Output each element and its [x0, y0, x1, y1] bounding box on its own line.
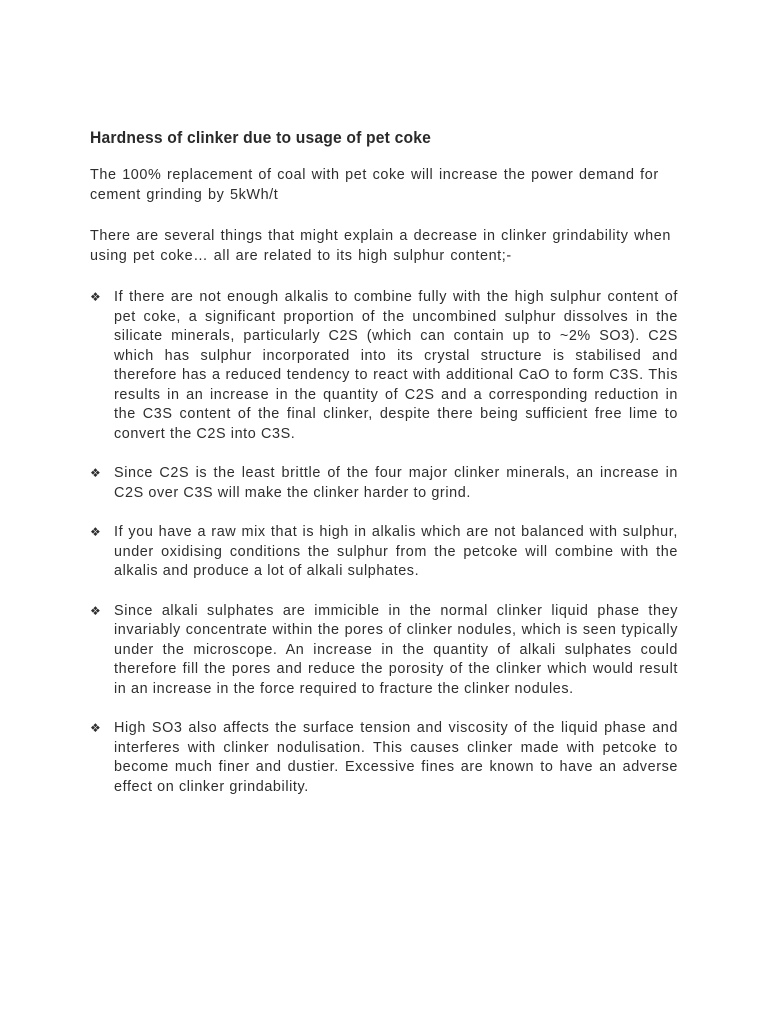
list-item-text: High SO3 also affects the surface tension and viscosity of the liquid phase and interferes with clinker nodulisation. This causes clinker made with petcoke to become much finer and dustier. Excessive fines are known to have an adverse effect on clinker grindability. — [114, 720, 678, 795]
document-body — [90, 128, 678, 817]
diamond-bullet-icon: ❖ — [90, 466, 102, 480]
diamond-bullet-icon: ❖ — [90, 525, 102, 539]
list-item-text: Since C2S is the least brittle of the four major clinker minerals, an increase in C2S over C3S will make the clinker harder to grind. — [114, 465, 678, 501]
diamond-bullet-icon: ❖ — [90, 290, 102, 304]
document-title: Hardness of clinker due to usage of pet coke — [90, 128, 431, 147]
list-item — [90, 602, 678, 700]
context-paragraph: There are several things that might explain a decrease in clinker grindability when using pet coke… all are related to its high sulphur content;- — [90, 228, 671, 264]
list-item — [90, 719, 678, 797]
bullet-list — [90, 288, 678, 797]
list-item — [90, 523, 678, 582]
list-item — [90, 464, 678, 503]
list-item-text: Since alkali sulphates are immicible in the normal clinker liquid phase they invariably concentrate within the pores of clinker nodules, which is seen typically under the microscope. An increase in the quantity of alkali sulphates could therefore fill the pores and reduce the porosity of the clinker which would result in an increase in the force required to fracture the clinker nodules. — [114, 602, 678, 697]
diamond-bullet-icon: ❖ — [90, 603, 102, 618]
intro-paragraph: The 100% replacement of coal with pet coke will increase the power demand for cement grinding by 5kWh/t — [90, 167, 659, 203]
list-item — [90, 288, 678, 444]
diamond-bullet-icon: ❖ — [90, 721, 102, 735]
list-item-text: If you have a raw mix that is high in alkalis which are not balanced with sulphur, under oxidising conditions the sulphur from the petcoke will combine with the alkalis and produce a lot of alkali sulphates. — [114, 524, 678, 579]
list-item-text: If there are not enough alkalis to combine fully with the high sulphur content of pet coke, a significant proportion of the uncombined sulphur dissolves in the silicate minerals, particularly C2S (which can contain up to ~2% SO3). C2S which has sulphur incorporated into its crystal structure is stabilised and therefore has a reduced tendency to react with additional CaO to form C3S. This results in an increase in the quantity of C2S and a corresponding reduction in the C3S content of the final clinker, despite there being sufficient free lime to convert the C2S into C3S. — [114, 289, 678, 442]
